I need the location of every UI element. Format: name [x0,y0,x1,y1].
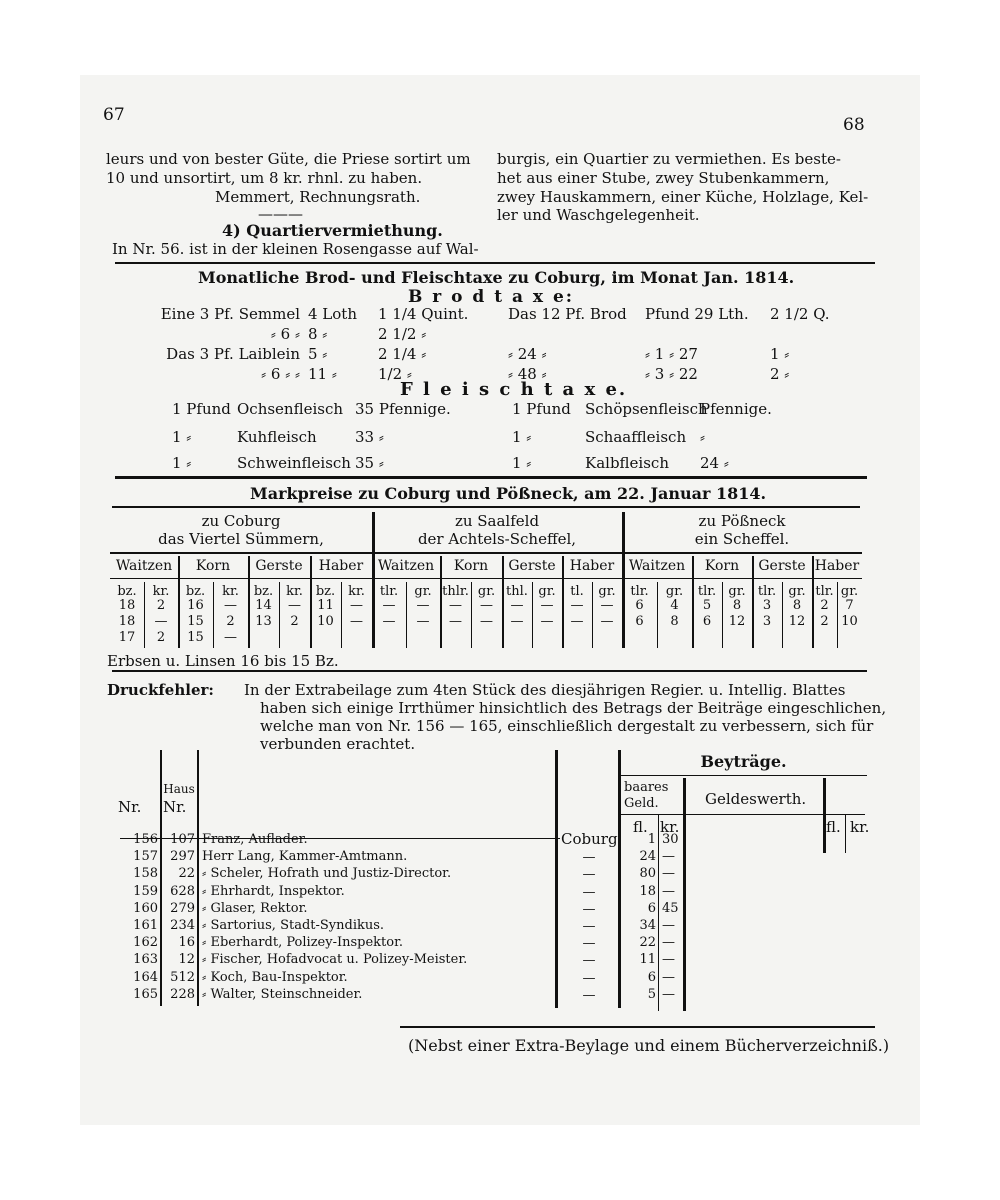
rule-tariff-bottom [115,476,867,479]
market-unit-header: gr. [665,584,684,599]
market-unit-header: thlr. [442,584,469,599]
contrib-haus-nr: 628 [170,883,195,899]
header-nr: Nr. [118,798,142,816]
contrib-nr: 158 [133,866,158,882]
market-grain-header: Korn [704,558,740,574]
market-unit-header: tlr. [757,584,777,599]
fleisch-cell: Schöpsenfleisch [585,400,708,418]
contrib-kr: 30 [662,832,679,847]
contrib-dash: — [582,987,596,1003]
fleisch-cell: 1 ⸗ [172,454,192,472]
market-cell: 8 [792,598,802,613]
market-cell: 3 [762,614,772,629]
market-cell: 2 [156,630,166,645]
brod-cell: 2 1/2 ⸗ [378,325,427,343]
market-cell: — [224,598,237,613]
market-grain-header: Gerste [758,558,806,574]
fleisch-cell: 33 ⸗ [355,428,384,446]
contrib-nr: 156 [133,832,158,847]
section-title: 4) Quartiervermiethung. [222,221,443,240]
market-group-line2: das Viertel Sümmern, [158,530,324,548]
market-cell: — [570,614,584,629]
fleisch-cell: Pfennige. [700,400,772,418]
page-number-right: 68 [843,115,865,135]
brod-cell: ⸗ 24 ⸗ [508,345,547,363]
page-number-left: 67 [103,105,125,125]
contrib-dash: — [582,867,596,883]
brod-cell: 11 ⸗ [308,365,337,383]
fleisch-cell: Ochsenfleisch [237,400,344,418]
fleisch-cell: Kalbfleisch [585,454,669,472]
market-cell: — [382,614,396,629]
market-grain-header: Haber [569,558,615,574]
market-title: Markpreise zu Coburg und Pößneck, am 22. Januar 1814. [250,484,767,503]
market-cell: — [480,598,493,613]
contrib-dash: — [582,850,596,866]
contrib-dash: — [582,919,596,934]
fleisch-cell: 35 ⸗ [355,454,384,472]
header-kr-2: kr. [850,818,870,836]
contrib-nr: 165 [133,986,158,1002]
place-coburg: Coburg [561,830,618,848]
market-unit-header: tl. [570,584,584,599]
brod-cell: Das 12 Pf. Brod [508,305,627,323]
market-cell: 17 [118,630,136,645]
market-unit-header: kr. [152,584,170,599]
market-cell: 10 [841,614,858,629]
contrib-vline [683,778,686,1011]
contrib-kr: — [662,883,675,899]
market-cell: — [350,614,363,629]
fleisch-cell: Kuhfleisch [237,428,317,446]
fleisch-cell: 35 Pfennige. [355,400,451,418]
left-line-2: 10 und unsortirt, um 8 kr. rhnl. zu haben. [106,169,423,187]
market-cell: — [510,614,524,629]
header-fl: fl. [633,818,648,836]
contrib-name: Herr Lang, Kammer-Amtmann. [202,849,408,865]
left-line-1: leurs und von bester Güte, die Priese sortirt um [106,150,471,168]
right-line-3: zwey Hauskammern, einer Küche, Holzlage, Kel- [497,188,869,206]
contrib-dash: — [582,953,596,969]
brod-cell: Pfund 29 Lth. [645,305,749,323]
contrib-nr: 163 [133,952,158,968]
header-geld: Geld. [624,796,659,811]
fleisch-cell: 1 ⸗ [512,454,532,472]
right-line-2: het aus einer Stube, zwey Stubenkammern, [497,169,830,187]
market-cell: 2 [820,614,829,629]
market-unit-header: gr. [598,584,616,599]
errata-line-2: haben sich einige Irrthümer hinsichtlich des Betrags der Beiträge eingeschlichen, [260,699,887,717]
market-grain-header: Korn [195,558,231,574]
market-cell: 2 [156,598,166,613]
fleisch-cell: 1 ⸗ [512,428,532,446]
rule-footer [400,1026,875,1028]
brod-cell: 2 ⸗ [770,365,790,383]
header-haus-nr: Nr. [163,798,187,816]
market-unit-header: bz. [117,584,137,599]
contrib-nr: 157 [133,849,158,865]
contrib-fl: 22 [639,935,656,951]
contrib-nr: 161 [133,918,158,933]
market-cell: — [570,598,584,613]
divider: ——— [258,205,303,223]
brod-cell: 1 ⸗ [770,345,790,363]
fleisch-cell: 1 Pfund [512,400,571,418]
contrib-name: ⸗ Sartorius, Stadt-Syndikus. [202,918,385,933]
market-group-line2: der Achtels-Scheffel, [417,530,577,548]
header-kr: kr. [660,818,680,836]
right-line-1: burgis, ein Quartier zu vermiethen. Es beste- [497,150,841,168]
brod-cell: 1/2 ⸗ [378,365,412,383]
market-cell: 10 [317,614,334,629]
contrib-fl: 6 [647,900,656,916]
market-cell: 5 [702,598,712,613]
fleisch-cell: 24 ⸗ [700,454,729,472]
contrib-haus-nr: 22 [178,866,195,882]
market-cell: 2 [226,614,235,629]
contrib-nr: 164 [133,969,158,985]
contrib-name: ⸗ Scheler, Hofrath und Justiz-Director. [202,866,452,882]
market-cell: 8 [670,614,679,629]
market-cell: 11 [317,598,334,613]
contrib-fl: 1 [647,832,656,847]
contrib-haus-nr: 234 [170,918,195,933]
contrib-haus-nr: 16 [178,935,195,951]
footer-note: (Nebst einer Extra-Beylage und einem Bücherverzeichniß.) [408,1036,890,1055]
contrib-name: ⸗ Fischer, Hofadvocat u. Polizey-Meister. [202,952,468,968]
contrib-kr: — [662,918,675,933]
fleisch-cell: Schweinfleisch [237,454,351,472]
market-cell: — [510,598,524,613]
market-cell: — [540,614,554,629]
market-cell: — [540,598,554,613]
contrib-nr: 159 [133,883,158,899]
brod-cell: ⸗ 6 ⸗ [270,325,300,343]
contrib-nr: 160 [133,900,158,916]
contrib-fl: 24 [639,849,656,865]
market-unit-header: thl. [506,584,528,599]
header-baares: baares [624,780,669,795]
rule-beytraege [620,775,867,776]
rule-grain-header [110,552,862,554]
market-group-line1: zu Saalfeld [454,512,540,530]
contrib-dash: — [582,884,596,900]
market-cell: — [600,614,614,629]
header-geldeswerth: Geldeswerth. [705,790,807,808]
market-cell: 3 [762,598,772,613]
market-cell: 2 [820,598,829,613]
brod-cell: 2 1/2 Q. [770,305,830,323]
contrib-name: Franz, Auflader. [202,832,308,847]
contrib-vline [823,778,826,853]
market-cell: — [449,598,462,613]
contrib-dash: — [582,936,596,952]
market-cell: 12 [788,614,806,629]
contrib-haus-nr: 12 [178,952,195,968]
fleisch-cell: 1 ⸗ [172,428,192,446]
brod-title: B r o d t a x e: [408,287,575,307]
header-fl-2: fl. [826,818,841,836]
market-cell: 15 [187,614,204,629]
market-cell: — [600,598,614,613]
contrib-fl: 34 [639,918,656,933]
market-cell: 7 [845,598,854,613]
brod-cell: ⸗ 1 ⸗ 27 [645,345,698,363]
market-cell: 16 [187,598,204,613]
contrib-vline [618,750,621,1008]
market-unit-header: tlr. [630,584,649,599]
contrib-name: ⸗ Walter, Steinschneider. [202,986,363,1002]
market-cell: — [416,598,430,613]
market-cell: 8 [732,598,742,613]
market-unit-header: tlr. [697,584,717,599]
contrib-fl: 6 [647,969,656,985]
brod-cell: 2 1/4 ⸗ [378,345,427,363]
market-unit-header: gr. [477,584,496,599]
brod-cell: 1 1/4 Quint. [378,305,469,323]
market-cell: 18 [118,614,136,629]
market-grain-header: Korn [453,558,489,574]
market-cell: — [350,598,363,613]
fleisch-title: F l e i s c h t a x e. [400,379,628,400]
signature: Memmert, Rechnungsrath. [215,188,421,206]
market-unit-header: gr. [538,584,556,599]
contrib-kr: — [662,986,675,1002]
market-cell: — [382,598,396,613]
contrib-kr: — [662,849,675,865]
market-unit-header: kr. [348,584,365,599]
market-cell: 6 [702,614,712,629]
market-cell: 14 [255,598,272,613]
market-cell: 13 [255,614,272,629]
errata-line-3: welche man von Nr. 156 — 165, einschließlich dergestalt zu verbessern, sich für [260,717,874,735]
market-unit-header: bz. [315,584,336,599]
contrib-fl: 11 [639,952,656,968]
brod-cell: 5 ⸗ [308,345,328,363]
contrib-dash: — [582,901,596,917]
market-grain-header: Waitzen [115,558,173,574]
market-unit-header: gr. [728,584,746,599]
market-grain-header: Gerste [255,558,303,574]
market-cell: 2 [290,614,299,629]
market-group-line1: zu Coburg [201,512,281,530]
market-cell: — [288,598,301,613]
brod-cell: 4 Loth [308,305,357,323]
contrib-kr: 45 [662,900,679,916]
market-cell: 15 [187,630,204,645]
contrib-kr: — [662,969,675,985]
errata-line-1: In der Extrabeilage zum 4ten Stück des diesjährigen Regier. u. Intellig. Blattes [244,681,846,699]
market-grain-header: Waitzen [377,558,435,574]
contrib-name: ⸗ Koch, Bau-Inspektor. [202,969,348,985]
header-beytraege: Beyträge. [700,752,787,771]
market-unit-header: bz. [185,584,206,599]
market-group-line2: ein Scheffel. [694,530,790,548]
header-haus: Haus [163,782,195,796]
market-cell: — [416,614,430,629]
errata-line-4: verbunden erachtet. [260,735,416,753]
brod-cell: ⸗ 6 ⸗ ⸗ [261,365,300,383]
fleisch-cell: 1 Pfund [172,400,231,418]
contrib-haus-nr: 512 [170,969,195,985]
market-unit-header: gr. [414,584,432,599]
contrib-fl: 18 [639,883,656,899]
brod-cell: 8 ⸗ [308,325,328,343]
market-unit-header: bz. [253,584,274,599]
right-line-4: ler und Waschgelegenheit. [497,206,700,224]
market-unit-header: kr. [222,584,239,599]
market-grain-header: Waitzen [628,558,686,574]
contrib-vline [555,750,558,1008]
market-cell: 4 [670,598,679,613]
market-unit-header: gr. [840,584,859,599]
contrib-fl: 5 [647,986,656,1002]
market-group-line1: zu Pößneck [698,512,786,530]
market-unit-header: tlr. [379,584,399,599]
market-unit-header: gr. [788,584,806,599]
contrib-name: ⸗ Ehrhardt, Inspektor. [202,883,345,899]
contrib-hline [620,814,865,815]
fleisch-cell: Schaaffleisch [585,428,687,446]
rule-errata-top [112,670,867,672]
market-grain-header: Haber [814,558,860,574]
market-cell: — [154,614,168,629]
market-cell: — [449,614,462,629]
market-grain-header: Gerste [508,558,556,574]
tariff-title: Monatliche Brod- und Fleischtaxe zu Coburg, im Monat Jan. 1814. [198,268,795,287]
contrib-kr: — [662,866,675,882]
market-cell: 6 [635,598,644,613]
brod-cell: ⸗ 48 ⸗ [508,365,547,383]
market-unit-header: tlr. [815,584,834,599]
market-unit-header: kr. [286,584,303,599]
contrib-haus-nr: 107 [170,832,195,847]
market-cell: 18 [118,598,136,613]
market-grain-header: Haber [318,558,364,574]
contrib-dash: — [582,970,596,986]
rule-unit-header [110,578,862,579]
fleisch-cell: ⸗ [700,428,705,446]
market-note: Erbsen u. Linsen 16 bis 15 Bz. [107,652,339,670]
market-cell: 6 [635,614,644,629]
contrib-haus-nr: 279 [170,900,195,916]
brod-cell: ⸗ 3 ⸗ 22 [645,365,698,383]
contrib-vline [658,815,659,1011]
contrib-nr: 162 [133,935,158,951]
market-cell: 12 [728,614,746,629]
contrib-kr: — [662,952,675,968]
errata-label: Druckfehler: [107,681,214,699]
brod-cell: Eine 3 Pf. Semmel [160,305,300,323]
market-cell: — [224,630,237,645]
rule-tariff-top [115,262,875,264]
contrib-fl: 80 [639,866,656,882]
contrib-haus-nr: 297 [170,849,195,865]
contrib-name: ⸗ Eberhardt, Polizey-Inspektor. [202,935,404,951]
contrib-kr: — [662,935,675,951]
contrib-name: ⸗ Glaser, Rektor. [202,900,308,916]
contrib-vline [845,815,846,853]
brod-cell: Das 3 Pf. Laiblein [166,345,300,363]
market-cell: — [480,614,493,629]
rule-market-top [112,506,860,508]
section-line: In Nr. 56. ist in der kleinen Rosengasse auf Wal- [112,240,479,258]
contrib-haus-nr: 228 [170,986,195,1002]
